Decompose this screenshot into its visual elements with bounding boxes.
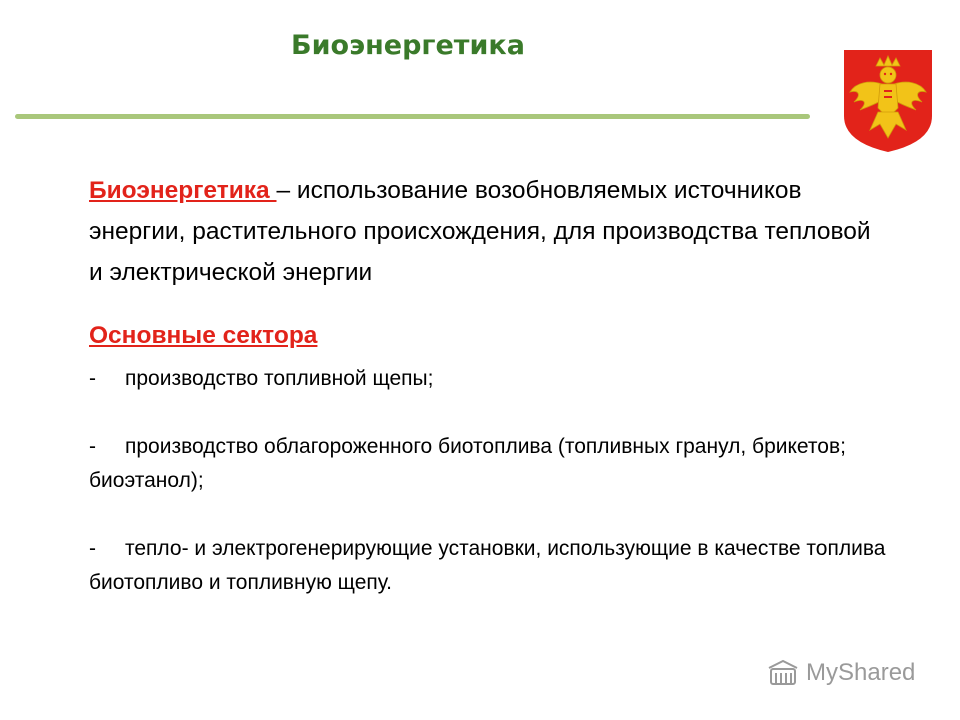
definition-paragraph [89, 170, 889, 293]
list-dash: - [89, 435, 96, 458]
sectors-list [89, 362, 939, 634]
watermark [766, 656, 915, 690]
list-dash: - [89, 367, 96, 390]
sectors-heading: Основные сектора [89, 322, 318, 349]
list-item-text: производство топливной щепы; [125, 367, 434, 390]
list-item-text: производство облагороженного биотоплива (топливных гранул, брикетов; биоэтанол); [89, 435, 846, 492]
komi-coat-of-arms-icon [840, 46, 936, 156]
myshared-logo-icon [766, 658, 800, 688]
definition-term: Биоэнергетика [89, 177, 277, 204]
list-item [89, 430, 939, 498]
list-item [89, 362, 939, 396]
list-dash: - [89, 537, 96, 560]
title-underline [15, 114, 810, 119]
definition-text: – использование возобновляемых источников энергии, растительного происхождения, для производства тепловой и электрической энергии [89, 177, 871, 286]
list-item-text: тепло- и электрогенерирующие установки, использующие в качестве топлива биотопливо и топливную щепу. [89, 537, 886, 594]
slide-title: Биоэнергетика [291, 30, 525, 61]
watermark-text: MyShared [806, 659, 916, 686]
list-item [89, 532, 939, 600]
